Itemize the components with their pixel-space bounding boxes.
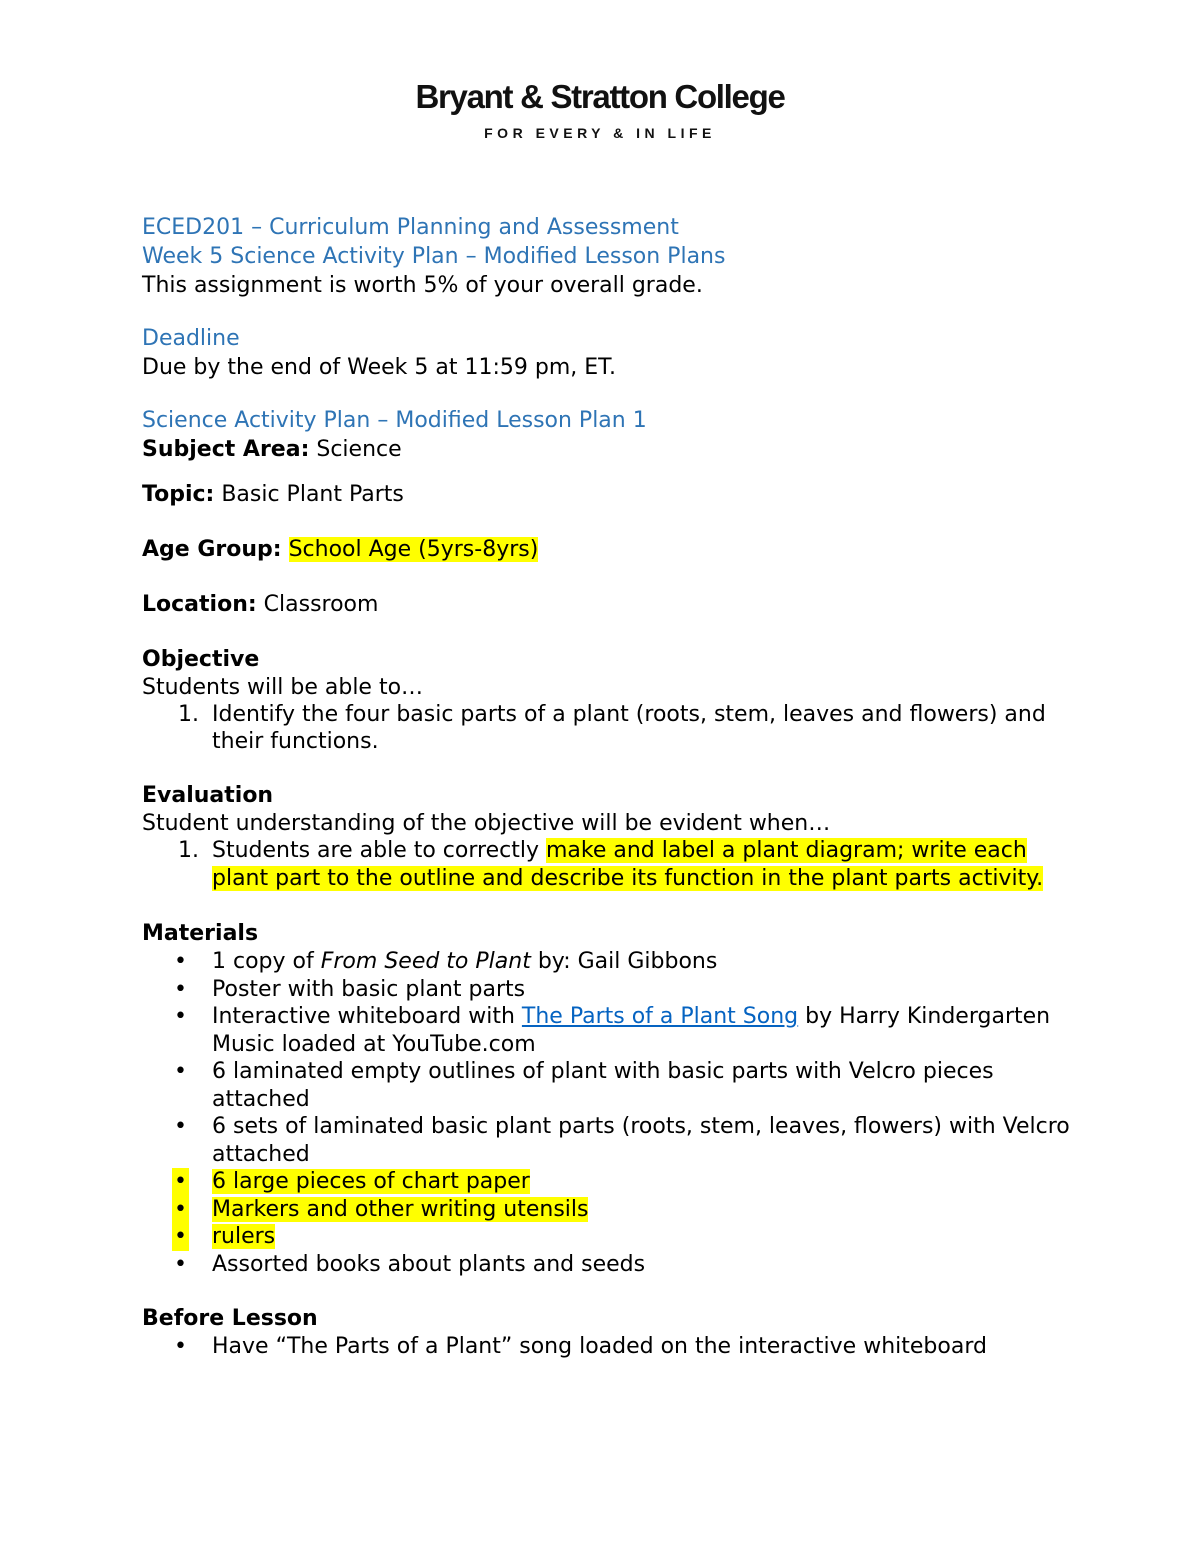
- material-text: Assorted books about plants and seeds: [212, 1251, 646, 1277]
- bullet: •: [174, 976, 187, 1002]
- materials-heading: Materials: [142, 921, 259, 946]
- list-item: [142, 1223, 1072, 1251]
- bullet: •: [174, 1196, 187, 1222]
- bullet: •: [174, 949, 187, 974]
- material-text: Interactive whiteboard with: [212, 1004, 522, 1029]
- document-body: [142, 213, 1072, 1361]
- objective-heading: Objective: [142, 647, 260, 672]
- topic: [142, 480, 1072, 509]
- list-item: [142, 1058, 1072, 1113]
- subject-value: Science: [309, 437, 402, 462]
- evaluation-list: [142, 837, 1072, 893]
- age-label: Age Group:: [142, 537, 282, 562]
- material-text: rulers: [212, 1224, 276, 1249]
- objective-item-text: Identify the four basic parts of a plant (roots, stem, leaves and flowers) and their functions.: [212, 702, 1046, 754]
- bullet: •: [174, 1251, 187, 1277]
- plan-heading: Science Activity Plan – Modified Lesson Plan 1: [142, 408, 647, 433]
- location-label: Location:: [142, 592, 257, 617]
- subject-area: [142, 435, 1072, 464]
- material-text: Poster with basic plant parts: [212, 976, 526, 1002]
- evaluation-item-prefix: Students are able to correctly: [212, 838, 546, 863]
- list-item: [142, 1168, 1072, 1196]
- list-item: [142, 1113, 1072, 1168]
- material-text: 6 laminated empty outlines of plant with basic parts with Velcro pieces attached: [212, 1059, 994, 1112]
- material-text: 1 copy of: [212, 949, 321, 974]
- list-item: [142, 948, 1072, 976]
- list-item: [142, 1333, 1072, 1361]
- bullet: •: [174, 1169, 187, 1194]
- objective-intro: Students will be able to…: [142, 675, 424, 700]
- topic-value: Basic Plant Parts: [214, 482, 404, 507]
- logo-name: Bryant & Stratton College: [415, 78, 785, 115]
- list-item: [142, 1003, 1072, 1058]
- evaluation-item-highlight: make and label a plant diagram; write each plant part to the outline and describe its function in the plant parts activity.: [212, 838, 1044, 891]
- bullet: •: [174, 1059, 187, 1084]
- material-text: Markers and other writing utensils: [212, 1196, 589, 1222]
- deadline-text: Due by the end of Week 5 at 11:59 pm, ET.: [142, 355, 616, 380]
- bullet: •: [174, 1334, 187, 1359]
- location-value: Classroom: [256, 592, 379, 617]
- material-text: by: Gail Gibbons: [530, 949, 718, 974]
- logo-tagline: FOR EVERY & IN LIFE: [484, 125, 716, 141]
- before-lesson-list: [142, 1333, 1072, 1361]
- list-number: 1.: [178, 838, 199, 863]
- subject-label: Subject Area:: [142, 437, 310, 462]
- list-number: 1.: [178, 702, 199, 727]
- list-item: [142, 701, 1072, 755]
- assignment-worth: This assignment is worth 5% of your overall grade.: [142, 273, 703, 298]
- list-item: [142, 837, 1072, 893]
- material-text: 6 large pieces of chart paper: [212, 1169, 530, 1194]
- before-lesson-heading: Before Lesson: [142, 1306, 318, 1331]
- list-item: [142, 1251, 1072, 1279]
- course-title: ECED201 – Curriculum Planning and Assessment: [142, 215, 679, 240]
- before-lesson-text: Have “The Parts of a Plant” song loaded on the interactive whiteboard: [212, 1334, 987, 1359]
- deadline-heading: Deadline: [142, 326, 240, 351]
- bullet: •: [174, 1004, 187, 1029]
- age-group: [142, 535, 1072, 564]
- material-text: 6 sets of laminated basic plant parts (roots, stem, leaves, flowers) with Velcro attached: [212, 1114, 1070, 1167]
- material-text: by Harry Kindergarten Music loaded at YouTube.com: [212, 1004, 1051, 1057]
- bullet: •: [174, 1224, 187, 1249]
- topic-label: Topic:: [142, 482, 215, 507]
- evaluation-intro: Student understanding of the objective will be evident when…: [142, 811, 831, 836]
- book-title: From Seed to Plant: [320, 949, 531, 974]
- parts-of-plant-song-link[interactable]: The Parts of a Plant Song: [521, 1004, 799, 1029]
- evaluation-heading: Evaluation: [142, 783, 274, 808]
- objective-list: [142, 701, 1072, 755]
- materials-list: [142, 948, 1072, 1278]
- list-item: [142, 1196, 1072, 1224]
- bullet: •: [174, 1114, 187, 1139]
- assignment-title: Week 5 Science Activity Plan – Modified Lesson Plans: [142, 244, 726, 269]
- college-logo: [0, 78, 1200, 141]
- list-item: [142, 976, 1072, 1004]
- location: [142, 590, 1072, 619]
- age-value: School Age (5yrs-8yrs): [288, 537, 539, 562]
